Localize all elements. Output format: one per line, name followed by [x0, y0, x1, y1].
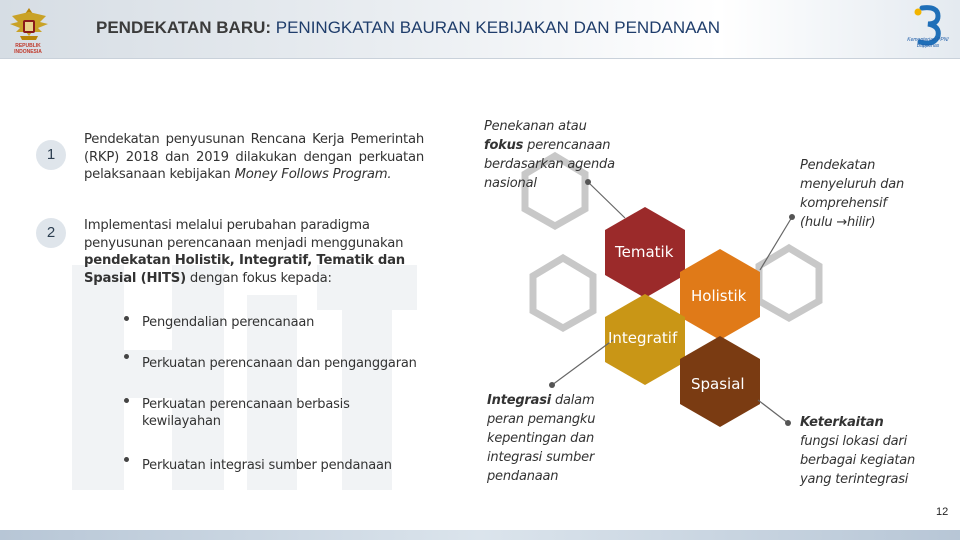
page-title-rest: PENINGKATAN BAURAN KEBIJAKAN DAN PENDANAAN [271, 18, 721, 37]
connector-holistik-dot [789, 214, 795, 220]
footer-bar [0, 530, 960, 540]
label-tematik: Tematik [615, 243, 674, 261]
label-integratif: Integratif [608, 329, 678, 347]
note-integratif-bold: Integrasi [487, 393, 552, 408]
item-1-italic: Money Follows Program. [234, 167, 392, 183]
bullet-dot-3 [124, 398, 129, 403]
note-tematik [484, 117, 624, 193]
bullet-dot-4 [124, 457, 129, 462]
connector-integratif [552, 340, 613, 385]
bullet-dot-1 [124, 316, 129, 321]
hexagon-outline-right [759, 248, 819, 318]
item-2-line1: Implementasi melalui perubahan paradigma penyusunan perencanaan menjadi menggunakan [84, 218, 404, 251]
bullet-dot-2 [124, 354, 129, 359]
hexagon-outline-left [533, 258, 593, 328]
item-2-after: dengan fokus kepada: [185, 270, 332, 286]
number-badge-1: 1 [36, 140, 66, 170]
connector-integratif-dot [549, 382, 555, 388]
item-2-bold: pendekatan Holistik, Integratif, Tematik dan Spasial (HITS) [84, 253, 405, 286]
bullet-item-3: Perkuatan perencanaan berbasis kewilayahan [142, 397, 350, 429]
note-tematik-pre: Penekanan atau [484, 119, 587, 134]
note-spasial-post: fungsi lokasi dari berbagai kegiatan yang terintegrasi [800, 434, 916, 487]
note-integratif-post: dalam peran pemangku kepentingan dan integrasi sumber pendanaan [487, 393, 596, 484]
page-title-bold: PENDEKATAN BARU: [96, 18, 272, 37]
note-tematik-bold: fokus [484, 138, 524, 153]
item-1-text [84, 131, 424, 184]
bullet-item-2: Perkuatan perencanaan dan penganggaran [142, 356, 417, 371]
item-1-plain: Pendekatan penyusunan Rencana Kerja Pemerintah (RKP) 2018 dan 2019 dilakukan dengan perkuatan pelaksanaan kebijakan [84, 132, 424, 183]
connector-holistik [760, 217, 792, 270]
note-holistik [800, 156, 930, 232]
note-spasial [800, 413, 925, 489]
label-holistik: Holistik [691, 287, 747, 305]
note-holistik-range: (hulu →hilir) [800, 215, 876, 230]
label-spasial: Spasial [691, 375, 745, 393]
left-logo-caption: REPUBLIK INDONESIA [14, 43, 42, 55]
connector-spasial-dot [785, 420, 791, 426]
page-number: 12 [936, 506, 949, 518]
bullet-item-4: Perkuatan integrasi sumber pendanaan [142, 458, 392, 473]
note-holistik-text: Pendekatan menyeluruh dan komprehensif [800, 158, 905, 211]
bappenas-logo-icon [904, 2, 956, 58]
connector-spasial [758, 400, 788, 423]
page-title [96, 18, 720, 38]
note-spasial-bold: Keterkaitan [800, 415, 884, 430]
note-tematik-post: perencanaan berdasarkan agenda nasional [484, 138, 615, 191]
item-2-text [84, 217, 424, 287]
bullet-item-1: Pengendalian perencanaan [142, 315, 315, 330]
note-integratif [487, 391, 617, 486]
number-badge-2: 2 [36, 218, 66, 248]
right-logo-caption: Kementerian PPN/ Bappenas [907, 37, 949, 49]
hexagon-outlines [525, 156, 819, 420]
